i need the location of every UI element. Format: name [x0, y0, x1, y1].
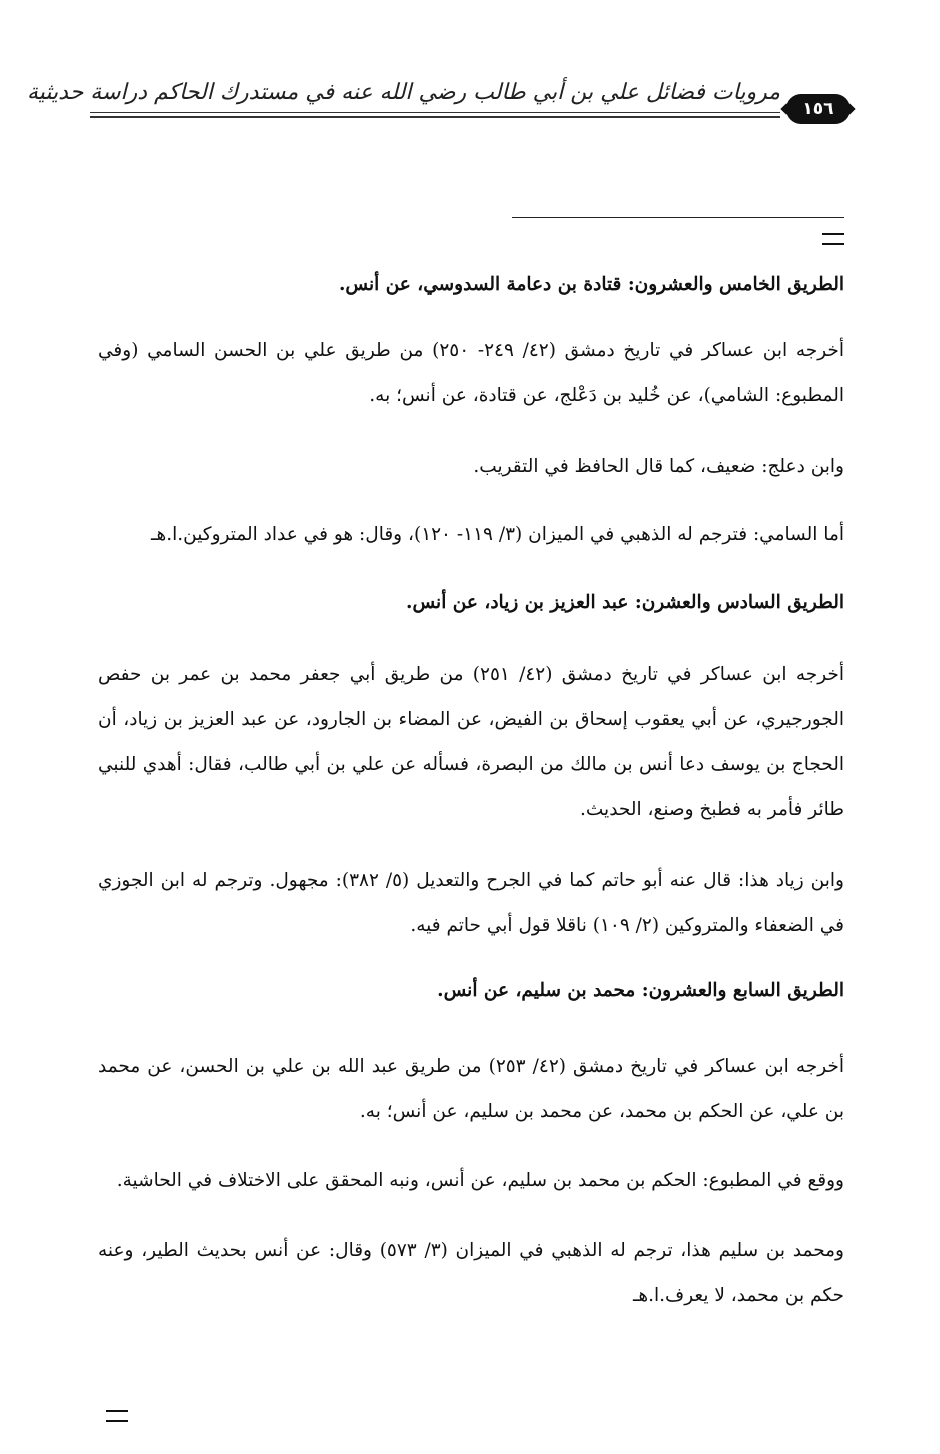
section-heading: الطريق السادس والعشرن: عبد العزيز بن زياد، عن أنس.	[406, 592, 844, 613]
paragraph: أما السامي: فترجم له الذهبي في الميزان (٣/ ١١٩- ١٢٠)، وقال: هو في عداد المتروكين.ا.هـ	[151, 524, 844, 545]
header-rule	[90, 112, 780, 113]
paragraph: أخرجه ابن عساكر في تاريخ دمشق (٤٢/ ٢٥٣) من طريق عبد الله بن علي بن الحسن، عن محمد بن علي، عن الحكم بن محمد، عن محمد بن سليم، عن أنس؛ به.	[98, 1056, 844, 1122]
paragraph: وابن دعلج: ضعيف، كما قال الحافظ في التقريب.	[473, 456, 844, 477]
continuation-mark-top	[822, 233, 844, 245]
paragraph: أخرجه ابن عساكر في تاريخ دمشق (٤٢/ ٢٥١) من طريق أبي جعفر محمد بن عمر بن حفص الجورجيري، عن أبي يعقوب إسحاق بن الفيض، عن المضاء بن الجارود، عن عبد العزيز بن زياد، أن الحجاج بن يوسف دعا أنس بن مالك من البصرة، فسأله عن علي بن أبي طالب، فقال: أهدي للنبي طائر فأمر به فطبخ وصنع، الحديث.	[98, 664, 844, 820]
paragraph: ووقع في المطبوع: الحكم بن محمد بن سليم، عن أنس، ونبه المحقق على الاختلاف في الحاشية.	[116, 1170, 844, 1191]
section-heading: الطريق السابع والعشرون: محمد بن سليم، عن أنس.	[437, 980, 844, 1001]
continuation-mark-bottom	[106, 1410, 128, 1422]
header-title: مرويات فضائل علي بن أبي طالب رضي الله عنه في مستدرك الحاكم دراسة حديثية	[26, 80, 780, 105]
page-number-badge: ١٥٦	[786, 94, 850, 124]
continuation-rule	[512, 217, 844, 218]
running-header	[26, 72, 850, 138]
header-rule-double	[90, 116, 780, 118]
paragraph: ومحمد بن سليم هذا، ترجم له الذهبي في الميزان (٣/ ٥٧٣) وقال: عن أنس بحديث الطير، وعنه حكم بن محمد، لا يعرف.ا.هـ	[98, 1240, 844, 1306]
section-heading: الطريق الخامس والعشرون: قتادة بن دعامة السدوسي، عن أنس.	[338, 274, 844, 295]
paragraph: أخرجه ابن عساكر في تاريخ دمشق (٤٢/ ٢٤٩- ٢٥٠) من طريق علي بن الحسن السامي (وفي المطبوع: الشامي)، عن خُليد بن دَعْلج، عن قتادة، عن أنس؛ به.	[98, 340, 844, 406]
paragraph: وابن زياد هذا: قال عنه أبو حاتم كما في الجرح والتعديل (٥/ ٣٨٢): مجهول. وترجم له ابن الجوزي في الضعفاء والمتروكين (٢/ ١٠٩) ناقلا قول أبي حاتم فيه.	[98, 870, 844, 936]
